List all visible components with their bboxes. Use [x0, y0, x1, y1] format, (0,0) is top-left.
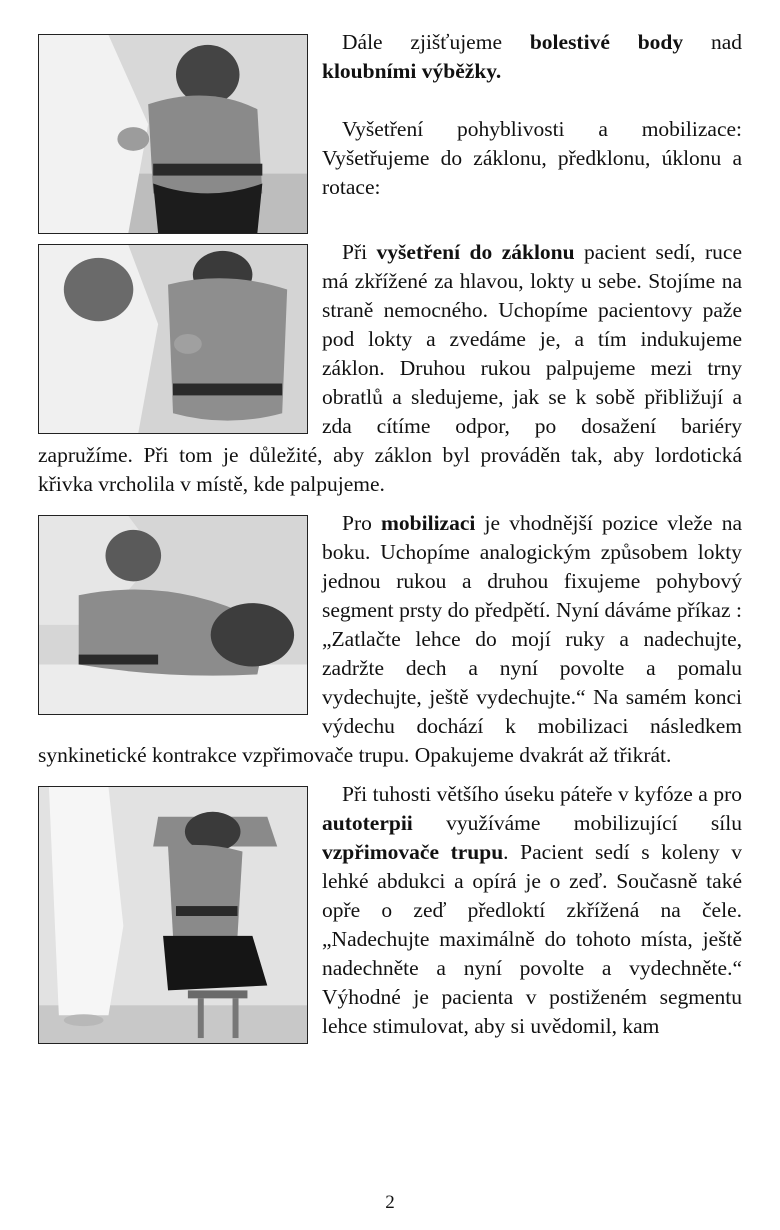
section-autotherapy — [38, 780, 742, 1041]
document-page — [38, 28, 742, 1048]
photo-extension-exam — [38, 244, 308, 434]
photo-mobilization-side-lying — [38, 515, 308, 715]
section-painful-points — [38, 28, 742, 202]
paragraph-autotherapy: Při tuhosti většího úseku páteře v kyfóze a pro autoterpii využíváme mobilizující sílu vzpřimovače trupu. Pacient sedí s koleny v lehké abdukci a opírá je o zeď. Současně také opře o zeď předloktí zkřížená na čele. „Nadechujte maximálně do tohoto místa, ještě nadechněte a nyní povolte a vydechněte.“ Výhodné je pacienta v postiženém segmentu lehce stimulovat, aby si uvědomil, kam — [322, 782, 742, 1038]
paragraph-painful-points: Dále zjišťujeme bolestivé body nad kloubními výběžky. — [322, 30, 743, 83]
photo-back-palpation — [38, 34, 308, 234]
page-number: 2 — [385, 1192, 395, 1213]
paragraph-mobilization: Pro mobilizaci je vhodnější pozice vleže na boku. Uchopíme analogickým způsobem lokty jednou rukou a druhou fixujeme pohybový segment prsty do předpětí. Nyní dáváme příkaz : „Zatlačte lehce do mojí ruky a nadechujte, zadržte dech a nyní povolte a pomalu vydechujte, ještě vydechujte.“ Na samém konci výdechu dochází k mobilizaci následkem synkinetické kontrakce vzpřimovače trupu. Opakujeme dvakrát až třikrát. — [38, 511, 742, 767]
photo-autotherapy-wall — [38, 786, 308, 1044]
paragraph-mobility-intro: Vyšetření pohyblivosti a mobilizace: Vyšetřujeme do záklonu, předklonu, úklonu a rotace: — [322, 117, 742, 199]
section-mobilization — [38, 509, 742, 770]
section-extension-exam — [38, 238, 742, 499]
paragraph-extension-exam: Při vyšetření do záklonu pacient sedí, ruce má zkřížené za hlavou, lokty u sebe. Stojíme na straně nemocného. Uchopíme pacientovy paže pod lokty a zvedáme je, a tím indukujeme záklon. Druhou rukou palpujeme mezi trny obratlů a sledujeme, jak se k sobě přibližují a zda cítíme odpor, po dosažení bariéry zapružíme. Při tom je důležité, aby záklon byl prováděn tak, aby lordotická křivka vrcholila v místě, kde palpujeme. — [38, 240, 742, 496]
